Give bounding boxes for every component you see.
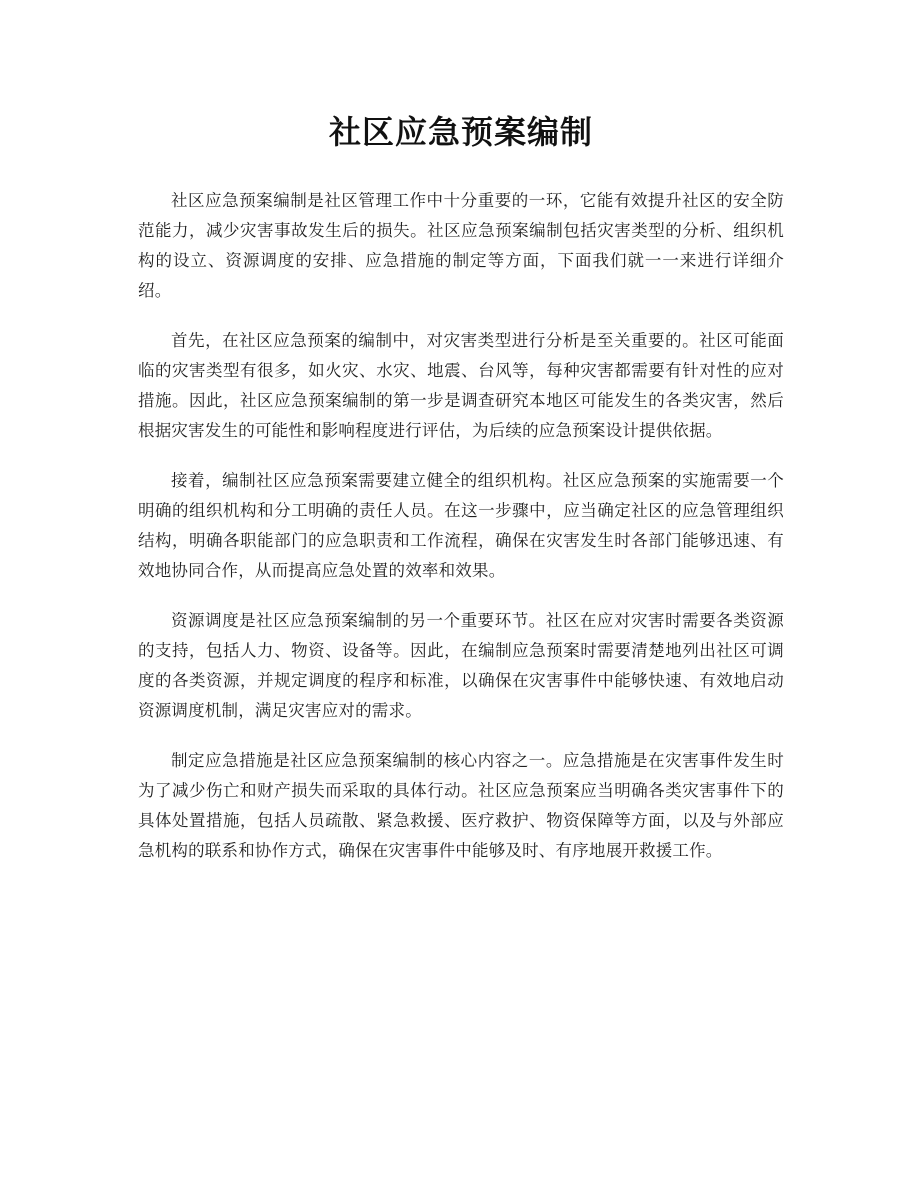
document-title: 社区应急预案编制 bbox=[328, 113, 593, 151]
paragraph-1: 社区应急预案编制是社区管理工作中十分重要的一环，它能有效提升社区的安全防范能力，减少灾害事故发生后的损失。社区应急预案编制包括灾害类型的分析、组织机构的设立、资源调度的安排、应急措施的制定等方面，下面我们就一一来进行详细介绍。 bbox=[138, 191, 784, 300]
document-body bbox=[138, 186, 784, 866]
paragraph-4: 资源调度是社区应急预案编制的另一个重要环节。社区在应对灾害时需要各类资源的支持，包括人力、物资、设备等。因此，在编制应急预案时需要清楚地列出社区可调度的各类资源，并规定调度的程序和标准，以确保在灾害事件中能够快速、有效地启动资源调度机制，满足灾害应对的需求。 bbox=[138, 611, 784, 720]
paragraph-3: 接着，编制社区应急预案需要建立健全的组织机构。社区应急预案的实施需要一个明确的组织机构和分工明确的责任人员。在这一步骤中，应当确定社区的应急管理组织结构，明确各职能部门的应急职责和工作流程，确保在灾害发生时各部门能够迅速、有效地协同合作，从而提高应急处置的效率和效果。 bbox=[138, 471, 784, 580]
paragraph-5: 制定应急措施是社区应急预案编制的核心内容之一。应急措施是在灾害事件发生时为了减少伤亡和财产损失而采取的具体行动。社区应急预案应当明确各类灾害事件下的具体处置措施，包括人员疏散、紧急救援、医疗救护、物资保障等方面，以及与外部应急机构的联系和协作方式，确保在灾害事件中能够及时、有序地展开救援工作。 bbox=[138, 751, 784, 860]
paragraph-2: 首先，在社区应急预案的编制中，对灾害类型进行分析是至关重要的。社区可能面临的灾害类型有很多，如火灾、水灾、地震、台风等，每种灾害都需要有针对性的应对措施。因此，社区应急预案编制的第一步是调查研究本地区可能发生的各类灾害，然后根据灾害发生的可能性和影响程度进行评估，为后续的应急预案设计提供依据。 bbox=[138, 331, 784, 440]
